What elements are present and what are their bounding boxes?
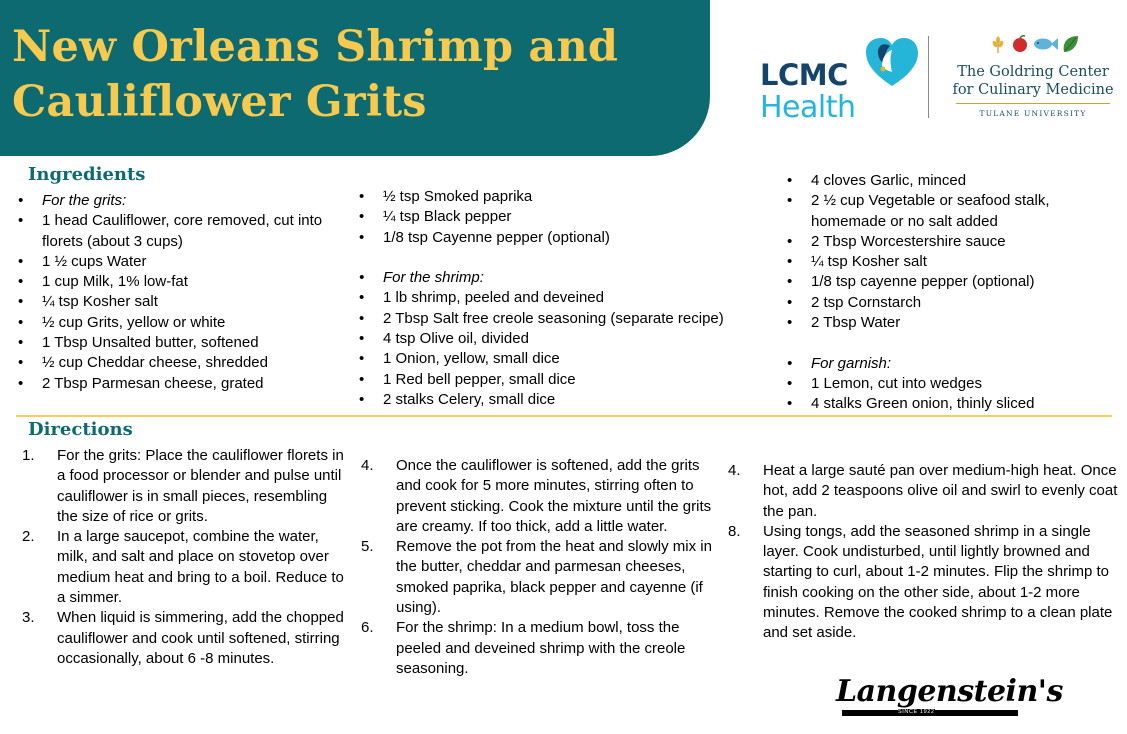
step-number: 4. bbox=[728, 462, 741, 479]
heart-icon bbox=[864, 36, 920, 88]
direction-step bbox=[22, 446, 344, 527]
ingredient-subheading: • For the shrimp: bbox=[357, 268, 777, 288]
step-number: 1. bbox=[22, 447, 35, 464]
step-text: For the grits: Place the cauliflower florets in a food processor or blender and pulse until cauliflower is in small pieces, resembling the size of rice or grits. bbox=[57, 447, 344, 525]
ingredient-item: • ½ tsp Smoked paprika bbox=[357, 187, 777, 207]
directions-column-2 bbox=[361, 456, 716, 679]
tulane-university-label: TULANE UNIVERSITY bbox=[979, 109, 1087, 118]
direction-step bbox=[22, 608, 344, 669]
ingredient-item: • 4 tsp Olive oil, divided bbox=[357, 329, 777, 349]
directions-heading: Directions bbox=[28, 419, 133, 440]
ingredients-heading: Ingredients bbox=[28, 164, 146, 185]
apple-icon bbox=[1013, 36, 1027, 52]
step-text: Remove the pot from the heat and slowly mix in the butter, cheddar and parmesan cheeses, smoked paprika, black pepper and cayenne (if using). bbox=[396, 538, 712, 617]
ingredient-subheading: • For the grits: bbox=[16, 191, 336, 211]
ingredient-item: • 1 lb shrimp, peeled and deveined bbox=[357, 288, 777, 308]
goldring-center-logo bbox=[948, 34, 1118, 124]
ingredient-item: • ½ cup Cheddar cheese, shredded bbox=[16, 353, 336, 373]
ingredient-item: • 1 Tbsp Unsalted butter, softened bbox=[16, 333, 336, 353]
step-text: When liquid is simmering, add the chopped cauliflower and cook until softened, stirring occasionally, about 6 -8 minutes. bbox=[57, 609, 344, 667]
direction-step bbox=[361, 456, 716, 537]
ingredient-item: • ½ cup Grits, yellow or white bbox=[16, 313, 336, 333]
ingredient-item: • 2 Tbsp Worcestershire sauce bbox=[785, 232, 1115, 252]
ingredients-column-3 bbox=[785, 171, 1115, 415]
ingredient-item: • 1 Red bell pepper, small dice bbox=[357, 370, 777, 390]
step-text: Using tongs, add the seasoned shrimp in a single layer. Cook undisturbed, until lightly browned and starting to curl, about 1-2 minutes. Flip the shrimp to finish cooking on the other side, about 1-2 more minutes. Remove the cooked shrimp to a clean plate and set aside. bbox=[763, 522, 1113, 642]
ingredient-item: • 4 stalks Green onion, thinly sliced bbox=[785, 394, 1115, 414]
ingredient-item: • ¼ tsp Kosher salt bbox=[785, 252, 1115, 272]
logo-divider bbox=[928, 36, 929, 118]
ingredient-item: • 2 tsp Cornstarch bbox=[785, 293, 1115, 313]
step-text: Once the cauliflower is softened, add the grits and cook for 5 more minutes, stirring often to prevent sticking. Cook the mixture until the grits are creamy. If too thick, add a little water. bbox=[396, 457, 712, 535]
goldring-rule bbox=[956, 103, 1110, 104]
section-divider bbox=[16, 415, 1112, 417]
leaf-icon bbox=[1064, 36, 1078, 52]
ingredient-item: • 2 Tbsp Water bbox=[785, 313, 1115, 333]
langensteins-logo bbox=[836, 672, 1063, 718]
step-text: In a large saucepot, combine the water, milk, and salt and place on stovetop over medium heat and bring to a boil. Reduce to a simmer. bbox=[57, 528, 344, 607]
step-number: 6. bbox=[361, 619, 374, 637]
goldring-name-line-1: The Goldring Center bbox=[957, 64, 1109, 80]
direction-step bbox=[361, 618, 716, 679]
step-number: 8. bbox=[728, 522, 741, 540]
ingredient-item: • 1/8 tsp Cayenne pepper (optional) bbox=[357, 228, 777, 248]
ingredient-item: • 1 Lemon, cut into wedges bbox=[785, 374, 1115, 394]
goldring-name-line-2: for Culinary Medicine bbox=[952, 82, 1114, 98]
lcmc-health-logo bbox=[760, 36, 920, 128]
step-number: 5. bbox=[361, 538, 374, 556]
recipe-title-line-1: New Orleans Shrimp and bbox=[12, 22, 619, 72]
ingredient-item: • 1 cup Milk, 1% low-fat bbox=[16, 272, 336, 292]
ingredient-item: • ¼ tsp Black pepper bbox=[357, 207, 777, 227]
ingredient-item: • 2 Tbsp Salt free creole seasoning (separate recipe) bbox=[357, 309, 777, 329]
ingredient-item: • 2 ½ cup Vegetable or seafood stalk, homemade or no salt added bbox=[785, 191, 1115, 232]
directions-column-1 bbox=[22, 446, 344, 669]
ingredient-item: • 2 stalks Celery, small dice bbox=[357, 390, 777, 410]
recipe-title-line-2: Cauliflower Grits bbox=[12, 77, 427, 127]
recipe-title bbox=[12, 20, 702, 130]
direction-step bbox=[728, 522, 1124, 644]
ingredient-item: • 1 ½ cups Water bbox=[16, 252, 336, 272]
ingredient-item: • 4 cloves Garlic, minced bbox=[785, 171, 1115, 191]
ingredient-item: • 2 Tbsp Parmesan cheese, grated bbox=[16, 374, 336, 394]
ingredient-item: • 1 Onion, yellow, small dice bbox=[357, 349, 777, 369]
step-text: For the shrimp: In a medium bowl, toss the peeled and deveined shrimp with the creole seasoning. bbox=[396, 619, 686, 677]
lcmc-logo-text: LCMC bbox=[760, 58, 848, 92]
wheat-icon bbox=[992, 37, 1005, 54]
step-number: 4. bbox=[361, 457, 374, 474]
directions-column-3 bbox=[728, 461, 1124, 644]
list-spacer bbox=[357, 248, 777, 268]
ingredient-item: • 1/8 tsp cayenne pepper (optional) bbox=[785, 272, 1115, 292]
direction-step bbox=[728, 461, 1124, 522]
ingredients-column-2 bbox=[357, 187, 777, 410]
step-number: 2. bbox=[22, 528, 35, 546]
langensteins-since: SINCE 1922 bbox=[898, 709, 935, 715]
food-icons bbox=[990, 34, 1080, 54]
langensteins-wordmark: Langenstein's bbox=[836, 674, 1063, 709]
ingredient-subheading: • For garnish: bbox=[785, 354, 1115, 374]
direction-step bbox=[361, 537, 716, 618]
list-spacer bbox=[785, 333, 1115, 353]
direction-step bbox=[22, 527, 344, 608]
ingredient-item: • 1 head Cauliflower, core removed, cut into florets (about 3 cups) bbox=[16, 211, 336, 252]
step-number: 3. bbox=[22, 609, 35, 627]
ingredients-column-1 bbox=[16, 191, 336, 394]
health-logo-text: Health bbox=[760, 90, 856, 125]
fish-icon bbox=[1034, 38, 1058, 50]
ingredient-item: • ¼ tsp Kosher salt bbox=[16, 292, 336, 312]
step-text: Heat a large sauté pan over medium-high heat. Once hot, add 2 teaspoons olive oil and swirl to evenly coat the pan. bbox=[763, 462, 1118, 520]
